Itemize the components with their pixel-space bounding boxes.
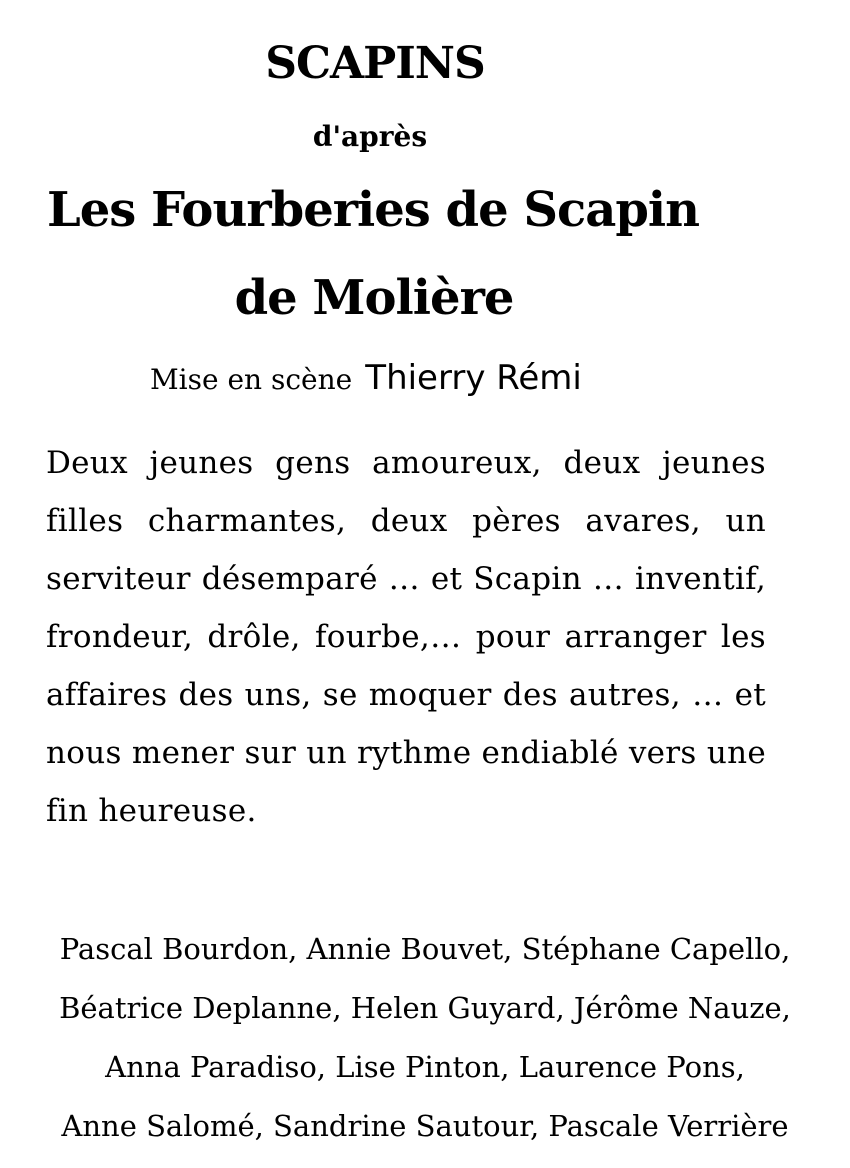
cast-line: Béatrice Deplanne, Helen Guyard, Jérôme Nauze, (59, 991, 791, 1025)
cast-line: Pascal Bourdon, Annie Bouvet, Stéphane Capello, (59, 932, 791, 966)
direction-credit (150, 358, 582, 398)
director-name: Thierry Rémi (365, 358, 582, 398)
play-author: de Molière (234, 270, 514, 326)
subtitle-connector: d'après (312, 120, 428, 153)
cast-line: Anne Salomé, Sandrine Sautour, Pascale Verrière (61, 1109, 789, 1143)
play-title: Les Fourberies de Scapin (46, 182, 700, 238)
direction-label: Mise en scène (150, 363, 353, 396)
show-title: SCAPINS (265, 38, 485, 89)
cast-line: Anna Paradiso, Lise Pinton, Laurence Pons, (105, 1050, 745, 1084)
cast-list (0, 920, 850, 1156)
synopsis-paragraph: Deux jeunes gens amoureux, deux jeunes filles charmantes, deux pères avares, un serviteur désemparé … et Scapin … inventif, frondeur, drôle, fourbe,… pour arranger les affaires des uns, se moquer des autres, … et nous mener sur un rythme endiablé vers une fin heureuse. (46, 445, 766, 829)
